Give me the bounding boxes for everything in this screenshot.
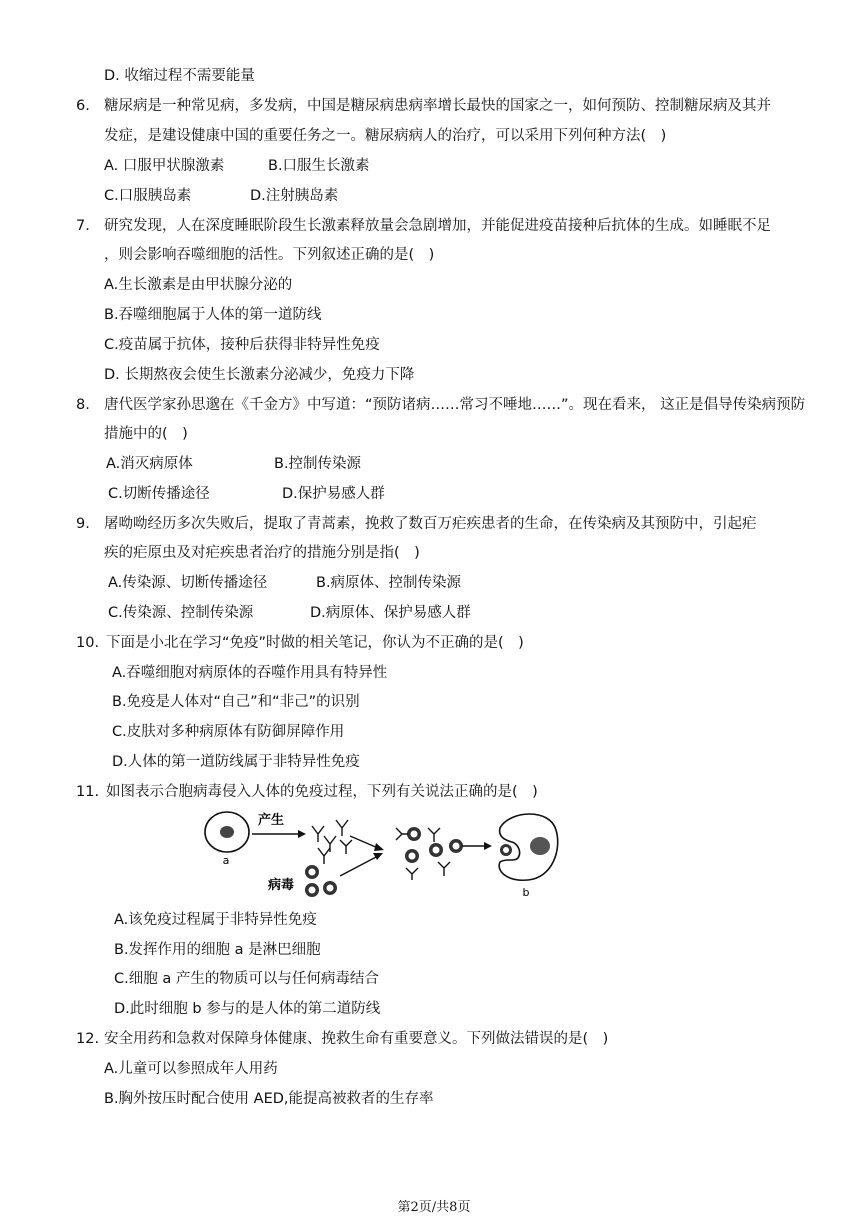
option-a: A.儿童可以参照成年人用药 bbox=[104, 1061, 278, 1077]
option-c: C.皮肤对多种病原体有防御屏障作用 bbox=[112, 724, 345, 740]
question-text: 屠呦呦经历多次失败后，提取了青蒿素，挽救了数百万疟疾患者的生命，在传染病及其预防中，引起疟 bbox=[104, 516, 757, 532]
option-a: A. 口服甲状腺激素 bbox=[104, 158, 225, 174]
option-a: A.该免疫过程属于非特异性免疫 bbox=[114, 912, 317, 928]
question-text: 唐代医学家孙思邈在《千金方》中写道：“预防诸病……常习不唾地……”。现在看来， 这正是倡导传染病预防 bbox=[104, 397, 806, 413]
option-c: C.传染源、控制传染源 bbox=[108, 605, 254, 621]
option-a: A.传染源、切断传播途径 bbox=[108, 575, 268, 591]
label-b: b bbox=[522, 886, 530, 899]
option-b: B.控制传染源 bbox=[274, 456, 362, 472]
viruses bbox=[305, 865, 337, 897]
question-text: 安全用药和急救对保障身体健康、挽救生命有重要意义。下列做法错误的是( ) bbox=[104, 1031, 609, 1047]
question-text: 措施中的( ) bbox=[104, 426, 188, 442]
question-text: 下面是小北在学习“免疫”时做的相关笔记，你认为不正确的是( ) bbox=[106, 635, 524, 651]
question-number: 7. bbox=[76, 218, 90, 234]
antibodies bbox=[312, 820, 352, 864]
question-number: 8. bbox=[76, 397, 90, 413]
label-virus: 病毒 bbox=[268, 878, 295, 893]
question-text: 疾的疟原虫及对疟疾患者治疗的措施分别是指( ) bbox=[104, 545, 420, 561]
option-d: D.注射胰岛素 bbox=[250, 188, 339, 204]
option-c: C.疫苗属于抗体，接种后获得非特异性免疫 bbox=[104, 337, 380, 353]
option-b: B.胸外按压时配合使用 AED,能提高被救者的生存率 bbox=[104, 1091, 434, 1107]
option-b: B.口服生长激素 bbox=[268, 158, 370, 174]
option-a: A.消灭病原体 bbox=[106, 456, 193, 472]
option-d: D.保护易感人群 bbox=[282, 486, 385, 502]
option-c: C.细胞 a 产生的物质可以与任何病毒结合 bbox=[114, 971, 379, 987]
question-number: 6. bbox=[76, 98, 90, 114]
question-number: 11. bbox=[76, 784, 100, 800]
option-d: D.此时细胞 b 参与的是人体的第二道防线 bbox=[114, 1001, 381, 1017]
page-footer: 第2页/共8页 bbox=[397, 1200, 471, 1215]
question-text: ，则会影响吞噬细胞的活性。下列叙述正确的是( ) bbox=[104, 247, 435, 263]
option-c: C.切断传播途径 bbox=[108, 486, 210, 502]
option-b: B.病原体、控制传染源 bbox=[316, 575, 462, 591]
antigen-antibody-complex bbox=[396, 827, 463, 880]
option-c: C.口服胰岛素 bbox=[104, 188, 192, 204]
option-b: B.发挥作用的细胞 a 是淋巴细胞 bbox=[114, 942, 321, 958]
question-text: 如图表示合胞病毒侵入人体的免疫过程，下列有关说法正确的是( ) bbox=[106, 784, 538, 800]
option-a: A.吞噬细胞对病原体的吞噬作用具有特异性 bbox=[112, 665, 388, 681]
option-d: D. 收缩过程不需要能量 bbox=[104, 68, 255, 84]
option-b: B.吞噬细胞属于人体的第一道防线 bbox=[104, 307, 322, 323]
cell-a bbox=[205, 812, 249, 852]
label-produce: 产生 bbox=[258, 813, 285, 828]
option-a: A.生长激素是由甲状腺分泌的 bbox=[104, 277, 293, 293]
immune-process-figure bbox=[200, 806, 570, 900]
question-number: 12. bbox=[76, 1031, 100, 1047]
option-d: D.人体的第一道防线属于非特异性免疫 bbox=[112, 754, 360, 770]
question-number: 10. bbox=[76, 635, 100, 651]
option-d: D.病原体、保护易感人群 bbox=[310, 605, 471, 621]
question-text: 发症，是建设健康中国的重要任务之一。糖尿病病人的治疗，可以采用下列何种方法( ) bbox=[104, 128, 667, 144]
question-number: 9. bbox=[76, 516, 90, 532]
question-text: 糖尿病是一种常见病，多发病，中国是糖尿病患病率增长最快的国家之一，如何预防、控制糖尿病及其并 bbox=[104, 98, 771, 114]
question-text: 研究发现，人在深度睡眠阶段生长激素释放量会急剧增加，并能促进疫苗接种后抗体的生成。如睡眠不足 bbox=[104, 218, 771, 234]
option-d: D. 长期熬夜会使生长激素分泌减少，免疫力下降 bbox=[104, 367, 415, 383]
option-b: B.免疫是人体对“自己”和“非己”的识别 bbox=[112, 694, 360, 710]
label-a: a bbox=[222, 854, 230, 867]
cell-b bbox=[499, 814, 558, 880]
